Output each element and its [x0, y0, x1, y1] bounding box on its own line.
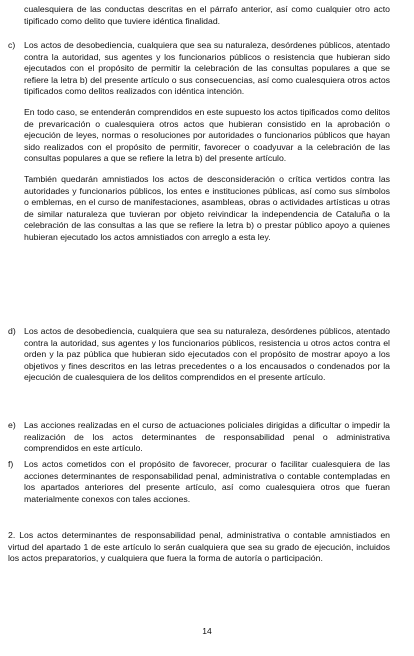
list-body-f — [24, 459, 390, 505]
list-body-e — [24, 420, 390, 455]
continuation-paragraph: cualesquiera de las conductas descritas en el párrafo anterior, así como cualquier otro acto tipificado como delito que tuviere idéntica finalidad. — [24, 4, 390, 26]
list-label-c: c) — [8, 40, 16, 50]
item-c-paragraph-2: En todo caso, se entenderán comprendidos en este supuesto los actos tipificados como delitos de prevaricación o cualesquiera otros actos que hubieran consistido en la aprobación o ejecución de leyes, normas o resoluciones por autoridades o funcionarios públicos que hayan sido realizados con el propósito de permitir, favorecer o coadyuvar a la celebración de las consultas populares a que se refiere la letra b) del presente artículo. — [24, 106, 390, 164]
list-label-e: e) — [8, 420, 16, 430]
item-c-paragraph-1: Los actos de desobediencia, cualquiera que sea su naturaleza, desórdenes públicos, atentado contra la autoridad, sus agentes y los funcionarios públicos o resistencia que hubieran sido ejecutados con el propósito de permitir la celebración de las consultas populares a que se refiere la letra b) del presente artículo o sus consecuencias, así como cualesquiera otros actos tipificados como delitos realizados con idéntica intención. — [24, 40, 390, 97]
page-number: 14 — [202, 626, 212, 636]
item-e-paragraph: Las acciones realizadas en el curso de actuaciones policiales dirigidas a dificultar o impedir la realización de los actos determinantes de responsabilidad penal o administrativa comprendidos en este artículo. — [24, 420, 390, 454]
item-c-paragraph-3: También quedarán amnistiados los actos de desconsideración o crítica vertidos contra las autoridades y funcionarios públicos, los entes e instituciones públicas, así como sus símbolos o emblemas, en el curso de manifestaciones, asambleas, obras o actividades artísticas u otras de similar naturaleza que tuvieran por objeto reivindicar la independencia de Cataluña o la celebración de las consultas a las que se refiere la letra b) o prestar público apoyo a quienes hubieran ejecutado los actos amnistiados con arreglo a esta ley. — [24, 173, 390, 242]
list-label-d: d) — [8, 326, 16, 336]
item-f-paragraph: Los actos cometidos con el propósito de favorecer, procurar o facilitar cualesquiera de las acciones determinantes de responsabilidad penal, administrativa o contable contempladas en los apartados anteriores del presente artículo, así como cualesquiera otros que fueran materialmente conexos con tales acciones. — [24, 459, 390, 504]
list-label-f: f) — [8, 459, 14, 469]
list-body-c — [24, 40, 390, 244]
item-d-paragraph: Los actos de desobediencia, cualquiera que sea su naturaleza, desórdenes públicos, atentado contra la autoridad, sus agentes y los funcionarios públicos, resistencia u otros actos contra el orden y la paz pública que hubieran sido ejecutados con el propósito de mostrar apoyo a los objetivos y fines descritos en las letras precedentes o a los encausados o condenados por la ejecución de cualesquiera de los delitos comprendidos en el presente artículo. — [24, 326, 390, 383]
list-body-d — [24, 326, 390, 384]
section-2-paragraph: 2. Los actos determinantes de responsabilidad penal, administrativa o contable amnistiados en virtud del apartado 1 de este artículo lo serán cualquiera que sea su grado de ejecución, incluidos los actos preparatorios, y cualquiera que fuera la forma de autoría o participación. — [8, 530, 390, 564]
